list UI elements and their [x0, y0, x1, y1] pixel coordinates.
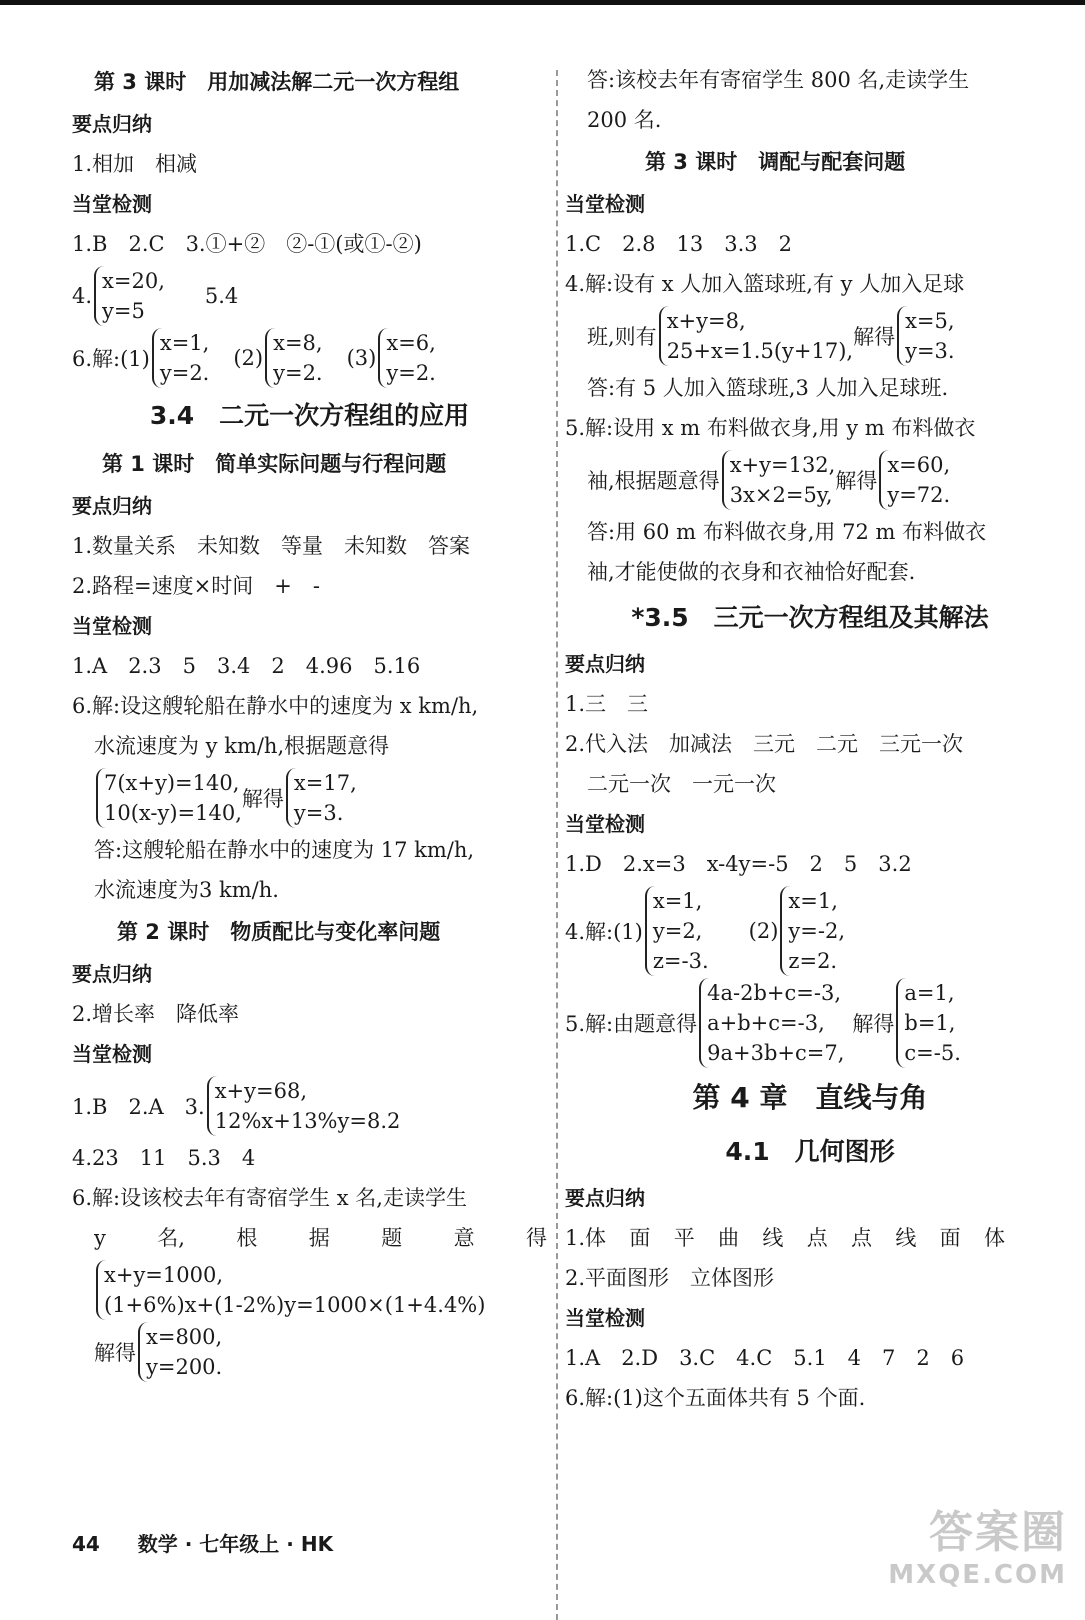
watermark-logo: 答案圈	[929, 1507, 1067, 1558]
equation-system: x+y=8, 25+x=1.5(y+17),	[659, 306, 853, 366]
answer-line: 1.C 2.8 13 3.3 2	[565, 232, 792, 256]
top-border	[0, 0, 1085, 5]
answer-line: y 名, 根 据 题 意 得	[94, 1226, 547, 1250]
answer-line: 班,则有 x+y=8, 25+x=1.5(y+17), 解得 x=5, y=3.	[565, 306, 1055, 366]
answer-line: 6.解:(1)这个五面体共有 5 个面.	[565, 1386, 866, 1410]
answer-line: 袖,根据题意得 x+y=132, 3x×2=5y, 解得 x=60, y=72.	[565, 450, 1055, 510]
answer-line: 水流速度为3 km/h.	[94, 878, 279, 902]
section-heading: 要点归纳	[565, 1186, 645, 1210]
section-title: 3.4 二元一次方程组的应用	[149, 401, 470, 430]
lesson-title: 第 3 课时 调配与配套问题	[645, 150, 906, 174]
answer-line: 1.A 2.D 3.C 4.C 5.1 4 7 2 6	[565, 1346, 965, 1370]
equation-system: x+y=132, 3x×2=5y,	[722, 450, 836, 510]
section-heading: 要点归纳	[72, 962, 152, 986]
answer-line: 7(x+y)=140, 10(x-y)=140, 解得 x=17, y=3.	[72, 768, 547, 828]
answer-line: 1.D 2.x=3 x-4y=-5 2 5 3.2	[565, 852, 912, 876]
equation-system: 7(x+y)=140, 10(x-y)=140,	[96, 768, 242, 828]
column-divider	[556, 70, 558, 1620]
section-heading: 当堂检测	[72, 614, 152, 638]
answer-line: 4.解:设有 x 人加入篮球班,有 y 人加入足球	[565, 272, 965, 296]
section-heading: 当堂检测	[565, 812, 645, 836]
answer-line: 答:该校去年有寄宿学生 800 名,走读学生	[587, 68, 970, 92]
equation-system: x=1, y=2, z=-3.	[645, 886, 709, 976]
answer-line: 答:有 5 人加入篮球班,3 人加入足球班.	[587, 376, 949, 400]
answer-line: 6.解:(1) x=1, y=2. (2) x=8, y=2. (3) x=6, y=2.	[72, 328, 547, 388]
page-number: 44	[72, 1532, 100, 1556]
answer-line: 5.解:由题意得 4a-2b+c=-3, a+b+c=-3, 9a+3b+c=7, 解得 a=1, b=1, c=-5.	[565, 978, 1055, 1068]
section-heading: 要点归纳	[565, 652, 645, 676]
answer-line: 2.路程=速度×时间 + -	[72, 574, 320, 598]
equation-system: x+y=1000, (1+6%)x+(1-2%)y=1000×(1+4.4%)	[96, 1260, 485, 1320]
equation-system: x=1, y=2.	[152, 328, 210, 388]
lesson-title: 第 3 课时 用加减法解二元一次方程组	[94, 70, 460, 94]
equation-system: x+y=68, 12%x+13%y=8.2	[207, 1076, 401, 1136]
lesson-title: 第 1 课时 简单实际问题与行程问题	[102, 452, 447, 476]
equation-system: x=1, y=-2, z=2.	[780, 886, 845, 976]
equation-system: x=5, y=3.	[897, 306, 955, 366]
section-heading: 要点归纳	[72, 112, 152, 136]
section-heading: 当堂检测	[565, 192, 645, 216]
section-heading: 要点归纳	[72, 494, 152, 518]
equation-system: x=20, y=5	[94, 266, 165, 326]
section-heading: 当堂检测	[72, 1042, 152, 1066]
answer-line: 2.代入法 加减法 三元 二元 三元一次	[565, 732, 964, 756]
equation-system: a=1, b=1, c=-5.	[896, 978, 961, 1068]
equation-system: x=800, y=200.	[138, 1322, 222, 1382]
answer-line: 1.相加 相减	[72, 152, 198, 176]
equation-system: x=6, y=2.	[378, 328, 436, 388]
equation-system: x=17, y=3.	[286, 768, 357, 828]
left-column	[72, 60, 547, 1384]
book-title: 数学 · 七年级上 · HK	[137, 1532, 334, 1556]
answer-line: 6.解:设这艘轮船在静水中的速度为 x km/h,	[72, 694, 479, 718]
answer-line: 6.解:设该校去年有寄宿学生 x 名,走读学生	[72, 1186, 467, 1210]
answer-line: 答:用 60 m 布料做衣身,用 72 m 布料做衣	[587, 520, 987, 544]
answer-line: 4. x=20, y=5 5.4	[72, 266, 547, 326]
page-footer	[72, 1528, 333, 1557]
section-heading: 当堂检测	[72, 192, 152, 216]
answer-line: 1.B 2.C 3.①+② ②-①(或①-②)	[72, 232, 422, 256]
section-heading: 当堂检测	[565, 1306, 645, 1330]
answer-line: 2.平面图形 立体图形	[565, 1266, 775, 1290]
answer-line: 5.解:设用 x m 布料做衣身,用 y m 布料做衣	[565, 416, 976, 440]
answer-line: 袖,才能使做的衣身和衣袖恰好配套.	[587, 560, 916, 584]
lesson-title: 第 2 课时 物质配比与变化率问题	[117, 920, 441, 944]
answer-line: 解得 x=800, y=200.	[72, 1322, 547, 1382]
answer-line: 4.解:(1) x=1, y=2, z=-3. (2) x=1, y=-2, z=2.	[565, 886, 1055, 976]
chapter-title: 第 4 章 直线与角	[692, 1081, 928, 1114]
right-column	[565, 60, 1055, 1418]
answer-line: 答:这艘轮船在静水中的速度为 17 km/h,	[94, 838, 475, 862]
answer-line: 2.增长率 降低率	[72, 1002, 240, 1026]
equation-system: x=8, y=2.	[265, 328, 323, 388]
answer-line: 水流速度为 y km/h,根据题意得	[94, 734, 390, 758]
answer-line: 4.23 11 5.3 4	[72, 1146, 256, 1170]
answer-line	[72, 1260, 547, 1320]
section-title: 4.1 几何图形	[725, 1137, 895, 1166]
answer-line: 200 名.	[587, 108, 662, 132]
section-title: *3.5 三元一次方程组及其解法	[631, 603, 989, 632]
answer-line: 二元一次 一元一次	[587, 772, 776, 796]
answer-line: 1.三 三	[565, 692, 649, 716]
watermark	[888, 1496, 1067, 1590]
answer-line: 1.数量关系 未知数 等量 未知数 答案	[72, 534, 471, 558]
answer-line: 1.体 面 平 曲 线 点 点 线 面 体	[565, 1226, 1005, 1250]
answer-line: 1.B 2.A 3. x+y=68, 12%x+13%y=8.2	[72, 1076, 547, 1136]
answer-line: 1.A 2.3 5 3.4 2 4.96 5.16	[72, 654, 421, 678]
equation-system: x=60, y=72.	[879, 450, 950, 510]
watermark-url: MXQE.COM	[888, 1560, 1067, 1590]
equation-system: 4a-2b+c=-3, a+b+c=-3, 9a+3b+c=7,	[699, 978, 844, 1068]
